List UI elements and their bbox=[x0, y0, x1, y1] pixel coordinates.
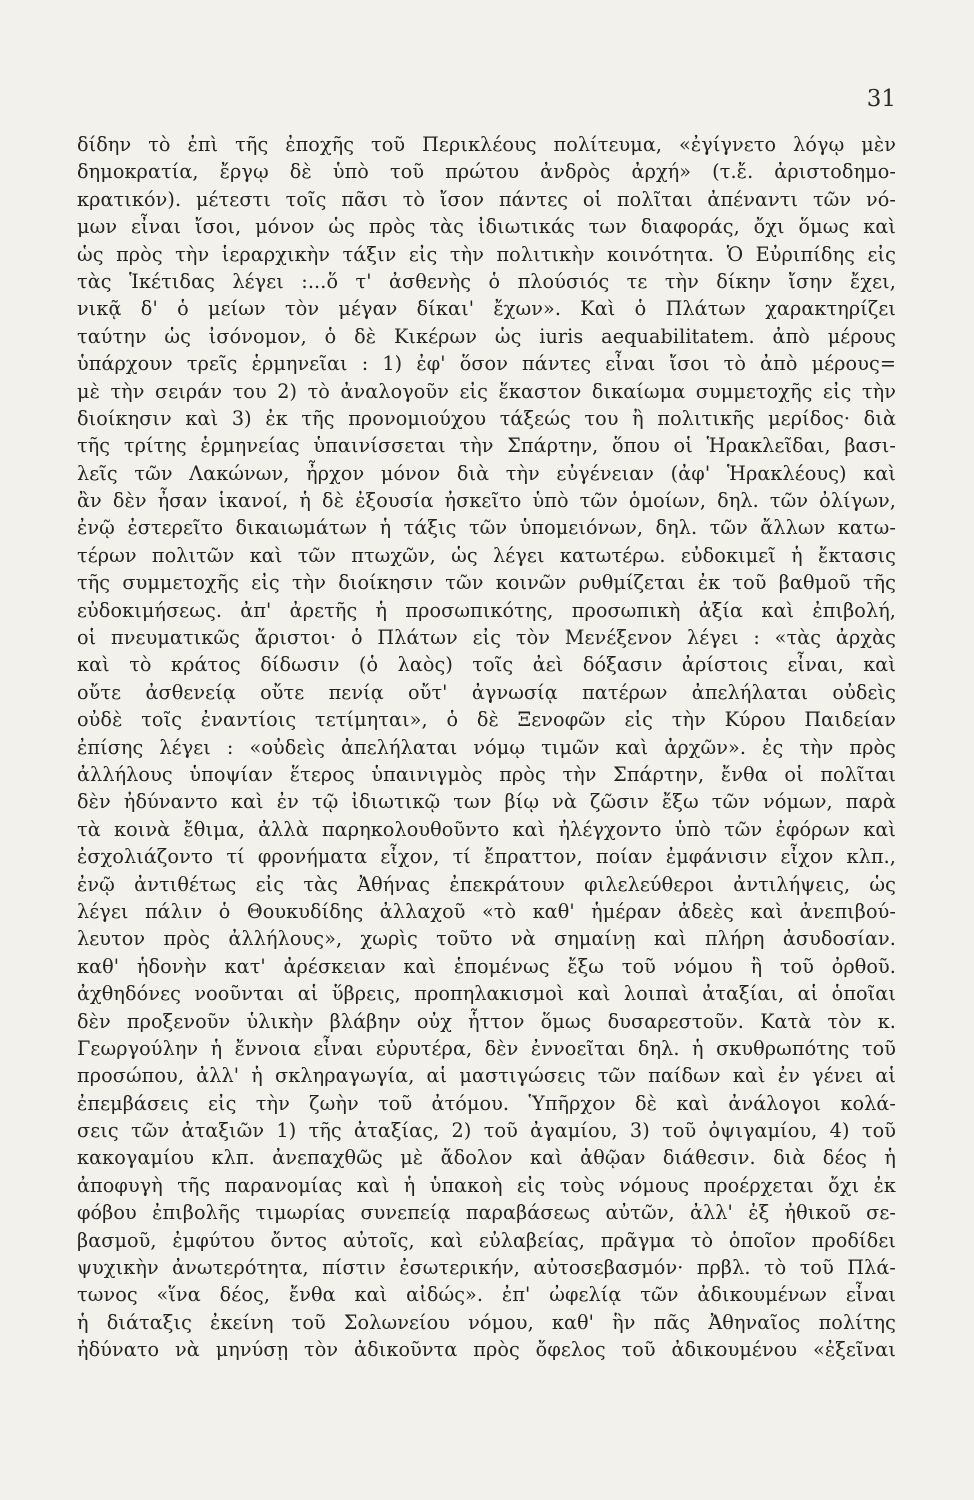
text-line: τῆς συμμετοχῆς εἰς τὴν διοίκησιν τῶν κοινῶν ρυθμίζεται ἐκ τοῦ βαθμοῦ τῆς bbox=[77, 571, 896, 595]
text-line: κακογαμίου κλπ. ἀνεπαχθῶς μὲ ἄδολον καὶ ἀθῷαν διάθεσιν. διὰ δέος ἡ bbox=[77, 1146, 896, 1170]
text-line: δὲν ἠδύναντο καὶ ἐν τῷ ἰδιωτικῷ των βίῳ νὰ ζῶσιν ἔξω τῶν νόμων, παρὰ bbox=[77, 790, 896, 814]
text-line: ψυχικὴν ἀνωτερότητα, πίστιν ἐσωτερικήν, αὐτοσεβασμόν· πρβλ. τὸ τοῦ Πλά- bbox=[77, 1256, 896, 1280]
text-line: ὡς πρὸς τὴν ἱεραρχικὴν τάξιν εἰς τὴν πολιτικὴν κοινότητα. Ὁ Εὐριπίδης εἰς bbox=[77, 242, 896, 266]
text-line: τὰς Ἱκέτιδας λέγει :...ὅ τ' ἀσθενὴς ὁ πλούσιός τε τὴν δίκην ἴσην ἔχει, bbox=[77, 269, 896, 293]
text-line: δὲν προξενοῦν ὑλικὴν βλάβην οὐχ ἧττον ὅμως δυσαρεστοῦν. Κατὰ τὸν κ. bbox=[77, 1009, 896, 1033]
text-line: σεις τῶν ἀταξιῶν 1) τῆς ἀταξίας, 2) τοῦ ἀγαμίου, 3) τοῦ ὀψιγαμίου, 4) τοῦ bbox=[77, 1119, 896, 1143]
text-line: ἀχθηδόνες νοοῦνται αἱ ὕβρεις, προπηλακισμοὶ καὶ λοιπαὶ ἀταξίαι, αἱ ὁποῖαι bbox=[77, 982, 896, 1006]
text-line: εὐδοκιμήσεως. ἀπ' ἀρετῆς ἡ προσωπικότης, προσωπικὴ ἀξία καὶ ἐπιβολή, bbox=[77, 598, 896, 622]
text-line: τωνος «ἵνα δέος, ἔνθα καὶ αἰδώς». ἐπ' ὠφελίᾳ τῶν ἀδικουμένων εἶναι bbox=[77, 1283, 896, 1307]
text-line: βασμοῦ, ἐμφύτου ὄντος αὐτοῖς, καὶ εὐλαβείας, πρᾶγμα τὸ ὁποῖον προδίδει bbox=[77, 1228, 896, 1252]
text-line: ἐπεμβάσεις εἰς τὴν ζωὴν τοῦ ἀτόμου. Ὑπῆρχον δὲ καὶ ἀνάλογοι κολά- bbox=[77, 1091, 896, 1115]
text-line: οἱ πνευματικῶς ἄριστοι· ὁ Πλάτων εἰς τὸν Μενέξενον λέγει : «τὰς ἀρχὰς bbox=[77, 626, 896, 650]
body-text bbox=[77, 131, 896, 1364]
text-line: κρατικόν). μέτεστι τοῖς πᾶσι τὸ ἴσον πάντες οἱ πολῖται ἀπέναντι τῶν νό- bbox=[77, 187, 896, 211]
text-line: λέγει πάλιν ὁ Θουκυδίδης ἀλλαχοῦ «τὸ καθ' ἡμέραν ἀδεὲς καὶ ἀνεπιβού- bbox=[77, 899, 896, 923]
text-line: ὑπάρχουν τρεῖς ἑρμηνεῖαι : 1) ἐφ' ὅσον πάντες εἶναι ἴσοι τὸ ἀπὸ μέρους= bbox=[77, 352, 896, 376]
text-line: οὔτε ἀσθενείᾳ οὔτε πενίᾳ οὔτ' ἀγνωσίᾳ πατέρων ἀπελήλαται οὐδεὶς bbox=[77, 680, 896, 704]
text-line: τὰ κοινὰ ἔθιμα, ἀλλὰ παρηκολουθοῦντο καὶ ἠλέγχοντο ὑπὸ τῶν ἐφόρων καὶ bbox=[77, 817, 896, 841]
text-line: ἐσχολιάζοντο τί φρονήματα εἶχον, τί ἔπραττον, ποίαν ἐμφάνισιν εἶχον κλπ., bbox=[77, 845, 896, 869]
text-line: τῆς τρίτης ἑρμηνείας ὑπαινίσσεται τὴν Σπάρτην, ὅπου οἱ Ἡρακλεῖδαι, βασι- bbox=[77, 434, 896, 458]
text-line: ἐνῷ ἐστερεῖτο δικαιωμάτων ἡ τάξις τῶν ὑπομειόνων, δηλ. τῶν ἄλλων κατω- bbox=[77, 516, 896, 540]
text-line: ἂν δὲν ἦσαν ἱκανοί, ἡ δὲ ἐξουσία ἠσκεῖτο ὑπὸ τῶν ὁμοίων, δηλ. τῶν ὀλίγων, bbox=[77, 489, 896, 513]
text-line: ἐνῷ ἀντιθέτως εἰς τὰς Ἀθήνας ἐπεκράτουν φιλελεύθεροι ἀντιλήψεις, ὡς bbox=[77, 872, 896, 896]
text-line: ἐπίσης λέγει : «οὐδεὶς ἀπελήλαται νόμῳ τιμῶν καὶ ἀρχῶν». ἐς τὴν πρὸς bbox=[77, 735, 896, 759]
text-line: οὐδὲ τοῖς ἐναντίοις τετίμηται», ὁ δὲ Ξενοφῶν εἰς τὴν Κύρου Παιδείαν bbox=[77, 708, 896, 732]
text-line: μων εἶναι ἴσοι, μόνον ὡς πρὸς τὰς ἰδιωτικάς των διαφοράς, ὄχι ὅμως καὶ bbox=[77, 215, 896, 239]
text-line: λευτον πρὸς ἀλλήλους», χωρὶς τοῦτο νὰ σημαίνῃ καὶ πλήρη ἀσυδοσίαν. bbox=[77, 927, 896, 951]
text-line: ἠδύνατο νὰ μηνύσῃ τὸν ἀδικοῦντα πρὸς ὄφελος τοῦ ἀδικουμένου «ἐξεῖναι bbox=[77, 1338, 896, 1362]
text-line: καθ' ἡδονὴν κατ' ἀρέσκειαν καὶ ἑπομένως ἔξω τοῦ νόμου ἢ τοῦ ὀρθοῦ. bbox=[77, 954, 896, 978]
text-line: δημοκρατία, ἔργῳ δὲ ὑπὸ τοῦ πρώτου ἀνδρὸς ἀρχή» (τ.ἔ. ἀριστοδημο- bbox=[77, 160, 896, 184]
text-line: Γεωργούλην ἡ ἔννοια εἶναι εὐρυτέρα, δὲν ἐννοεῖται δηλ. ἡ σκυθρωπότης τοῦ bbox=[77, 1036, 896, 1060]
text-line: ταύτην ὡς ἰσόνομον, ὁ δὲ Κικέρων ὡς iuris aequabilitatem. ἀπὸ μέρους bbox=[77, 324, 896, 348]
text-line: προσώπου, ἀλλ' ἡ σκληραγωγία, αἱ μαστιγώσεις τῶν παίδων καὶ ἐν γένει αἱ bbox=[77, 1064, 896, 1088]
text-line: διοίκησιν καὶ 3) ἐκ τῆς προνομιούχου τάξεώς του ἢ πολιτικῆς μερίδος· διὰ bbox=[77, 406, 896, 430]
text-line: μὲ τὴν σειράν του 2) τὸ ἀναλογοῦν εἰς ἕκαστον δικαίωμα συμμετοχῆς εἰς τὴν bbox=[77, 379, 896, 403]
text-line: λεῖς τῶν Λακώνων, ἦρχον μόνον διὰ τὴν εὐγένειαν (ἀφ' Ἡρακλέους) καὶ bbox=[77, 461, 896, 485]
text-line: ἀποφυγὴ τῆς παρανομίας καὶ ἡ ὑπακοὴ εἰς τοὺς νόμους προέρχεται ὄχι ἐκ bbox=[77, 1173, 896, 1197]
text-line: φόβου ἐπιβολῆς τιμωρίας συνεπείᾳ παραβάσεως αὐτῶν, ἀλλ' ἐξ ἠθικοῦ σε- bbox=[77, 1201, 896, 1225]
text-line: τέρων πολιτῶν καὶ τῶν πτωχῶν, ὡς λέγει κατωτέρω. εὐδοκιμεῖ ἡ ἔκτασις bbox=[77, 543, 896, 567]
text-line: δίδην τὸ ἐπὶ τῆς ἐποχῆς τοῦ Περικλέους πολίτευμα, «ἐγίγνετο λόγῳ μὲν bbox=[77, 133, 896, 156]
text-line: καὶ τὸ κράτος δίδωσιν (ὁ λαὸς) τοῖς ἀεὶ δόξασιν ἀρίστοις εἶναι, καὶ bbox=[77, 653, 896, 677]
text-line: νικᾷ δ' ὁ μείων τὸν μέγαν δίκαι' ἔχων». Καὶ ὁ Πλάτων χαρακτηρίζει bbox=[77, 297, 896, 321]
text-line: ἀλλήλους ὑποψίαν ἕτερος ὑπαινιγμὸς πρὸς τὴν Σπάρτην, ἔνθα οἱ πολῖται bbox=[77, 762, 896, 786]
page-number: 31 bbox=[866, 86, 896, 112]
text-line: ἡ διάταξις ἐκείνη τοῦ Σολωνείου νόμου, καθ' ἣν πᾶς Ἀθηναῖος πολίτης bbox=[77, 1310, 896, 1334]
